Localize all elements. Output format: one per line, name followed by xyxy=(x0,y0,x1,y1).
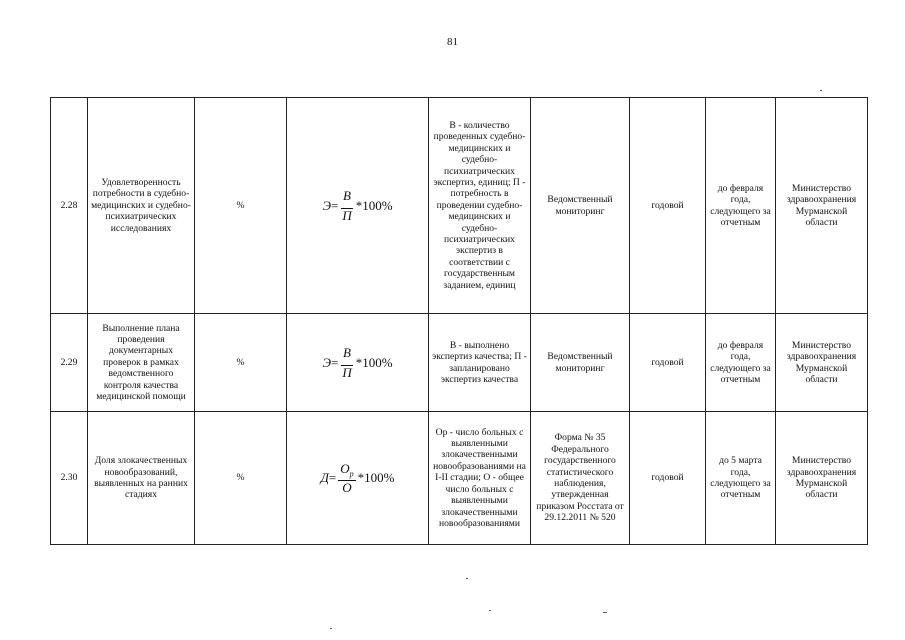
formula-multiplier: *100% xyxy=(357,470,395,486)
deadline: до 5 марта года, следующего за отчетным xyxy=(706,412,776,545)
formula-multiplier: *100% xyxy=(355,354,393,370)
scan-speck xyxy=(603,612,607,613)
formula-equals: = xyxy=(330,354,339,370)
scan-speck xyxy=(820,90,822,91)
scan-speck xyxy=(330,628,332,629)
table-row xyxy=(51,98,868,314)
row-number: 2.28 xyxy=(51,98,88,314)
formula-fraction xyxy=(338,462,355,495)
formula xyxy=(322,189,392,222)
formula-fraction xyxy=(340,189,353,222)
periodicity: годовой xyxy=(630,98,706,314)
formula-fraction xyxy=(340,346,353,379)
formula-lhs: Э xyxy=(322,354,331,370)
table-row xyxy=(51,314,868,412)
periodicity: годовой xyxy=(630,314,706,412)
scan-speck xyxy=(466,578,468,579)
formula xyxy=(322,346,392,379)
formula-denominator: П xyxy=(342,364,352,380)
row-number: 2.30 xyxy=(51,412,88,545)
page-number: 81 xyxy=(447,36,458,48)
formula-description: В - выполнено экспертиз качества; П - запланировано экспертиз качества xyxy=(429,314,531,412)
formula-numerator: О xyxy=(340,460,350,476)
formula-denominator: П xyxy=(342,207,352,223)
periodicity: годовой xyxy=(630,412,706,545)
formula-cell xyxy=(287,98,429,314)
deadline: до февраля года, следующего за отчетным xyxy=(706,98,776,314)
responsible: Министерство здравоохранения Мурманской области xyxy=(776,98,868,314)
formula-multiplier: *100% xyxy=(355,197,393,213)
table-row xyxy=(51,412,868,545)
formula-description: В - количество проведенных судебно-медицинских и судебно-психиатрических экспертиз, единиц; П - потребность в проведении судебно-медицинских и судебно-психиатрических экспертиз в соответствии с государственным заданием, единиц xyxy=(429,98,531,314)
indicators-table xyxy=(50,97,868,545)
formula-equals: = xyxy=(330,197,339,213)
formula-numerator: В xyxy=(343,345,351,361)
formula-numerator-sub: р xyxy=(349,469,354,479)
data-source: Форма № 35 Федерального государственного статистического наблюдения, утвержденная приказом Росстата от 29.12.2011 № 520 xyxy=(531,412,630,545)
indicator-name: Удовлетворенность потребности в судебно-медицинских и судебно-психиатрических исследованиях xyxy=(88,98,195,314)
formula-cell xyxy=(287,314,429,412)
unit: % xyxy=(195,314,287,412)
deadline: до февраля года, следующего за отчетным xyxy=(706,314,776,412)
responsible: Министерство здравоохранения Мурманской области xyxy=(776,314,868,412)
row-number: 2.29 xyxy=(51,314,88,412)
formula-lhs: Д xyxy=(320,470,329,486)
formula-lhs: Э xyxy=(322,197,331,213)
data-source: Ведомственный мониторинг xyxy=(531,314,630,412)
formula xyxy=(321,462,395,495)
responsible: Министерство здравоохранения Мурманской области xyxy=(776,412,868,545)
indicator-name: Доля злокачественных новообразований, выявленных на ранних стадиях xyxy=(88,412,195,545)
formula-description: Ор - число больных с выявленными злокачественными новообразованиями на I-II стадии; О - общее число больных с выявленными злокачественными новообразованиями xyxy=(429,412,531,545)
formula-denominator: О xyxy=(342,480,352,496)
formula-numerator: В xyxy=(343,188,351,204)
data-source: Ведомственный мониторинг xyxy=(531,98,630,314)
scan-speck xyxy=(489,610,491,611)
formula-equals: = xyxy=(328,470,337,486)
formula-cell xyxy=(287,412,429,545)
unit: % xyxy=(195,412,287,545)
indicator-name: Выполнение плана проведения документарных проверок в рамках ведомственного контроля качества медицинской помощи xyxy=(88,314,195,412)
unit: % xyxy=(195,98,287,314)
